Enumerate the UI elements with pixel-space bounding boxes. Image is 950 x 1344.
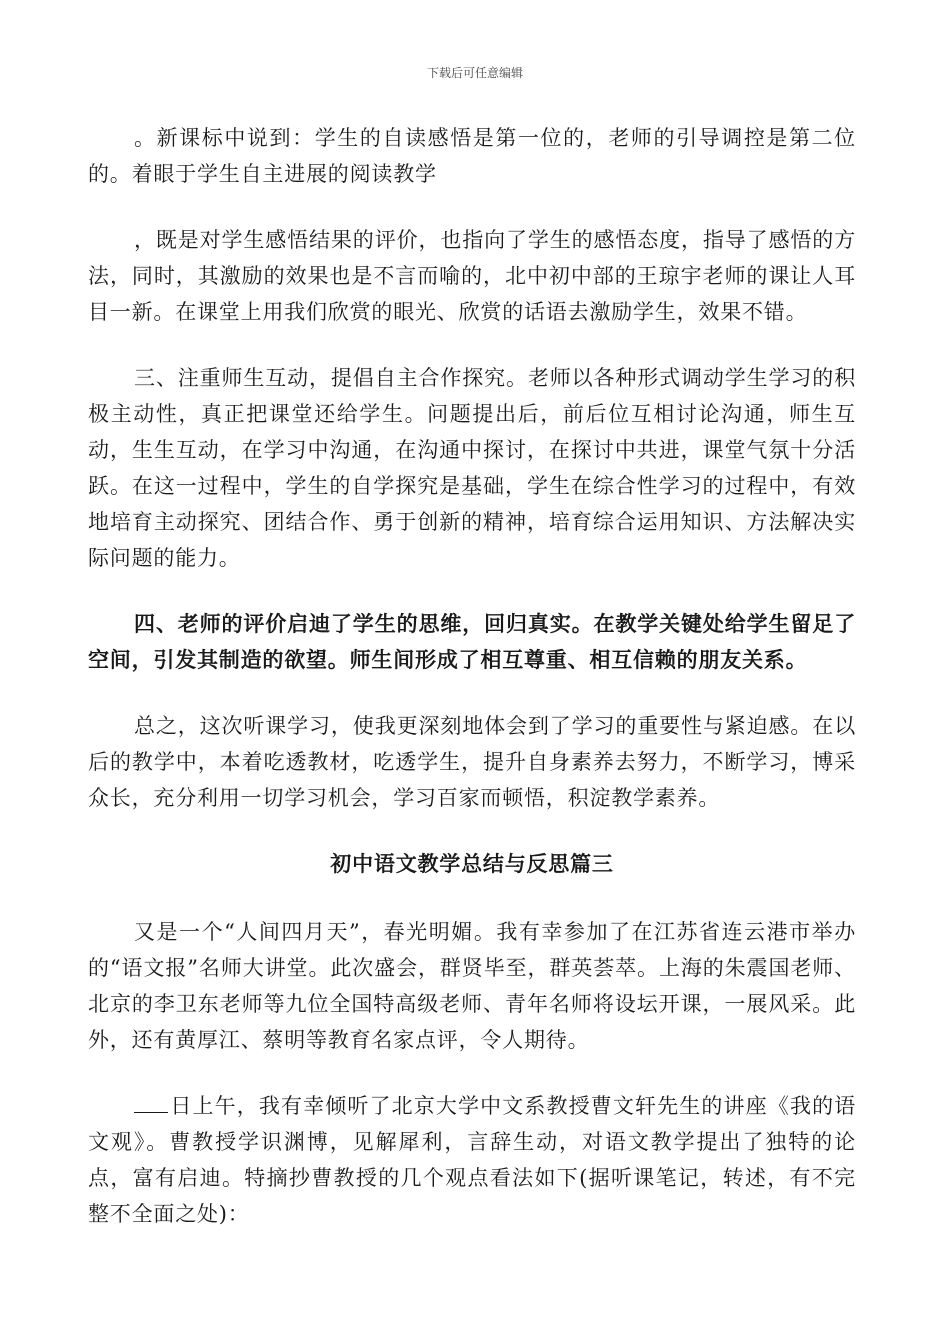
paragraph-5: 总之，这次听课学习，使我更深刻地体会到了学习的重要性与紧迫感。在以后的教学中，本着吃透教材，吃透学生，提升自身素养去努力，不断学习，博采众长，充分利用一切学习机会，学习百家而顿悟，积淀教学素养。	[88, 714, 856, 810]
paragraph-2: ，既是对学生感悟结果的评价，也指向了学生的感悟态度，指导了感悟的方法，同时，其激励的效果也是不言而喻的，北中初中部的王琼宇老师的课让人耳目一新。在课堂上用我们欣赏的眼光、欣赏的话语去激励学生，效果不错。	[88, 228, 856, 324]
paragraph-3: 三、注重师生互动，提倡自主合作探究。老师以各种形式调动学生学习的积极主动性，真正把课堂还给学生。问题提出后，前后位互相讨论沟通，师生互动，生生互动，在学习中沟通，在沟通中探讨，在探讨中共进，课堂气氛十分活跃。在这一过程中，学生的自学探究是基础，学生在综合性学习的过程中，有效地培育主动探究、团结合作、勇于创新的精神，培育综合运用知识、方法解决实际问题的能力。	[88, 366, 856, 570]
fill-in-blank	[134, 1092, 168, 1113]
section-title: 初中语文教学总结与反思篇三	[330, 851, 614, 876]
document-body	[88, 120, 856, 1264]
paragraph-1: 。新课标中说到：学生的自读感悟是第一位的，老师的引导调控是第二位的。着眼于学生自主进展的阅读教学	[88, 126, 856, 186]
section-paragraph-1: 又是一个“人间四月天”，春光明媚。我有幸参加了在江苏省连云港市举办的“语文报”名师大讲堂。此次盛会，群贤毕至，群英荟萃。上海的朱震国老师、北京的李卫东老师等九位全国特高级老师、青年名师将设坛开课，一展风采。此外，还有黄厚江、蔡明等教育名家点评，令人期待。	[88, 920, 856, 1052]
paragraph-4-bold: 四、老师的评价启迪了学生的思维，回归真实。在教学关键处给学生留足了空间，引发其制造的欲望。师生间形成了相互尊重、相互信赖的朋友关系。	[88, 611, 856, 672]
page-header: 下载后可任意编辑	[426, 66, 523, 80]
section-paragraph-2	[88, 1088, 856, 1232]
section-paragraph-2-text: 日上午，我有幸倾听了北京大学中文系教授曹文轩先生的讲座《我的语文观》。曹教授学识渊博，见解犀利，言辞生动，对语文教学提出了独特的论点，富有启迪。特摘抄曹教授的几个观点看法如下(据听课笔记，转述，有不完整不全面之处)：	[88, 1094, 856, 1226]
